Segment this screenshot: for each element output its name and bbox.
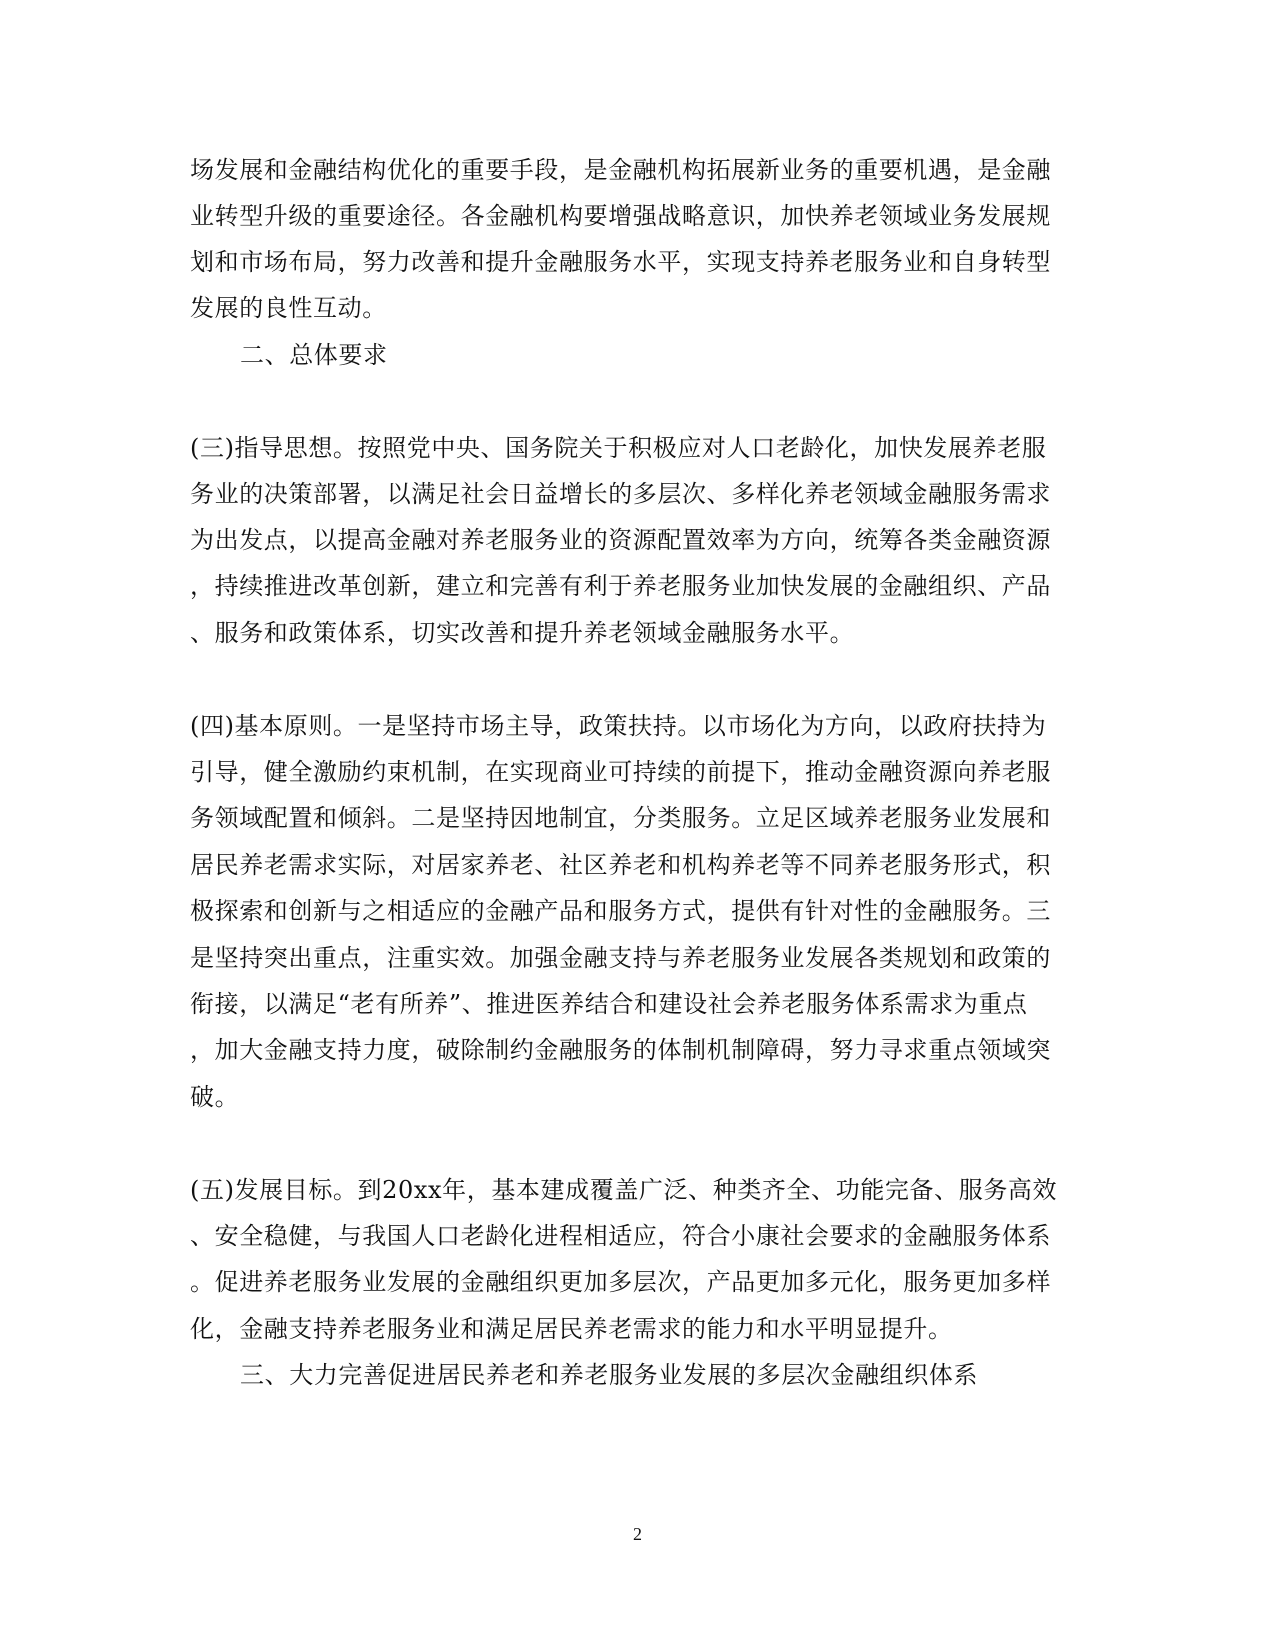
page-number: 2 bbox=[633, 1524, 642, 1544]
text-line: 为出发点，以提高金融对养老服务业的资源配置效率为方向，统筹各类金融资源 bbox=[190, 526, 1051, 554]
text-line: (五)发展目标。到20xx年，基本建成覆盖广泛、种类齐全、功能完备、服务高效 bbox=[190, 1176, 1058, 1204]
text-line: 划和市场布局，努力改善和提升金融服务水平，实现支持养老服务业和自身转型 bbox=[190, 248, 1051, 276]
text-line: (四)基本原则。一是坚持市场主导，政策扶持。以市场化为方向，以政府扶持为 bbox=[190, 712, 1047, 740]
text-line: ，加大金融支持力度，破除制约金融服务的体制机制障碍，努力寻求重点领域突 bbox=[190, 1036, 1051, 1064]
text-line: 发展的良性互动。 bbox=[190, 294, 387, 322]
text-line: 是坚持突出重点，注重实效。加强金融支持与养老服务业发展各类规划和政策的 bbox=[190, 944, 1051, 972]
text-line: 居民养老需求实际，对居家养老、社区养老和机构养老等不同养老服务形式，积 bbox=[190, 851, 1051, 879]
text-line: 。促进养老服务业发展的金融组织更加多层次，产品更加多元化，服务更加多样 bbox=[190, 1268, 1051, 1296]
text-line: 化，金融支持养老服务业和满足居民养老需求的能力和水平明显提升。 bbox=[190, 1315, 953, 1343]
text-line: 、安全稳健，与我国人口老龄化进程相适应，符合小康社会要求的金融服务体系 bbox=[190, 1222, 1051, 1250]
section-heading: 三、大力完善促进居民养老和养老服务业发展的多层次金融组织体系 bbox=[240, 1361, 978, 1389]
text-line: 业转型升级的重要途径。各金融机构要增强战略意识，加快养老领域业务发展规 bbox=[190, 202, 1051, 230]
text-line: 引导，健全激励约束机制，在实现商业可持续的前提下，推动金融资源向养老服 bbox=[190, 758, 1051, 786]
text-line: 场发展和金融结构优化的重要手段，是金融机构拓展新业务的重要机遇，是金融 bbox=[190, 156, 1051, 184]
text-line: 破。 bbox=[190, 1083, 240, 1111]
text-line: 衔接，以满足“老有所养”、推进医养结合和建设社会养老服务体系需求为重点 bbox=[190, 990, 1028, 1018]
text-line: 务业的决策部署，以满足社会日益增长的多层次、多样化养老领域金融服务需求 bbox=[190, 480, 1051, 508]
text-line: 极探索和创新与之相适应的金融产品和服务方式，提供有针对性的金融服务。三 bbox=[190, 897, 1051, 925]
text-line: (三)指导思想。按照党中央、国务院关于积极应对人口老龄化，加快发展养老服 bbox=[190, 434, 1047, 462]
text-line: ，持续推进改革创新，建立和完善有利于养老服务业加快发展的金融组织、产品 bbox=[190, 572, 1051, 600]
text-line: 、服务和政策体系，切实改善和提升养老领域金融服务水平。 bbox=[190, 619, 855, 647]
section-heading: 二、总体要求 bbox=[240, 341, 388, 369]
text-line: 务领域配置和倾斜。二是坚持因地制宜，分类服务。立足区域养老服务业发展和 bbox=[190, 804, 1051, 832]
